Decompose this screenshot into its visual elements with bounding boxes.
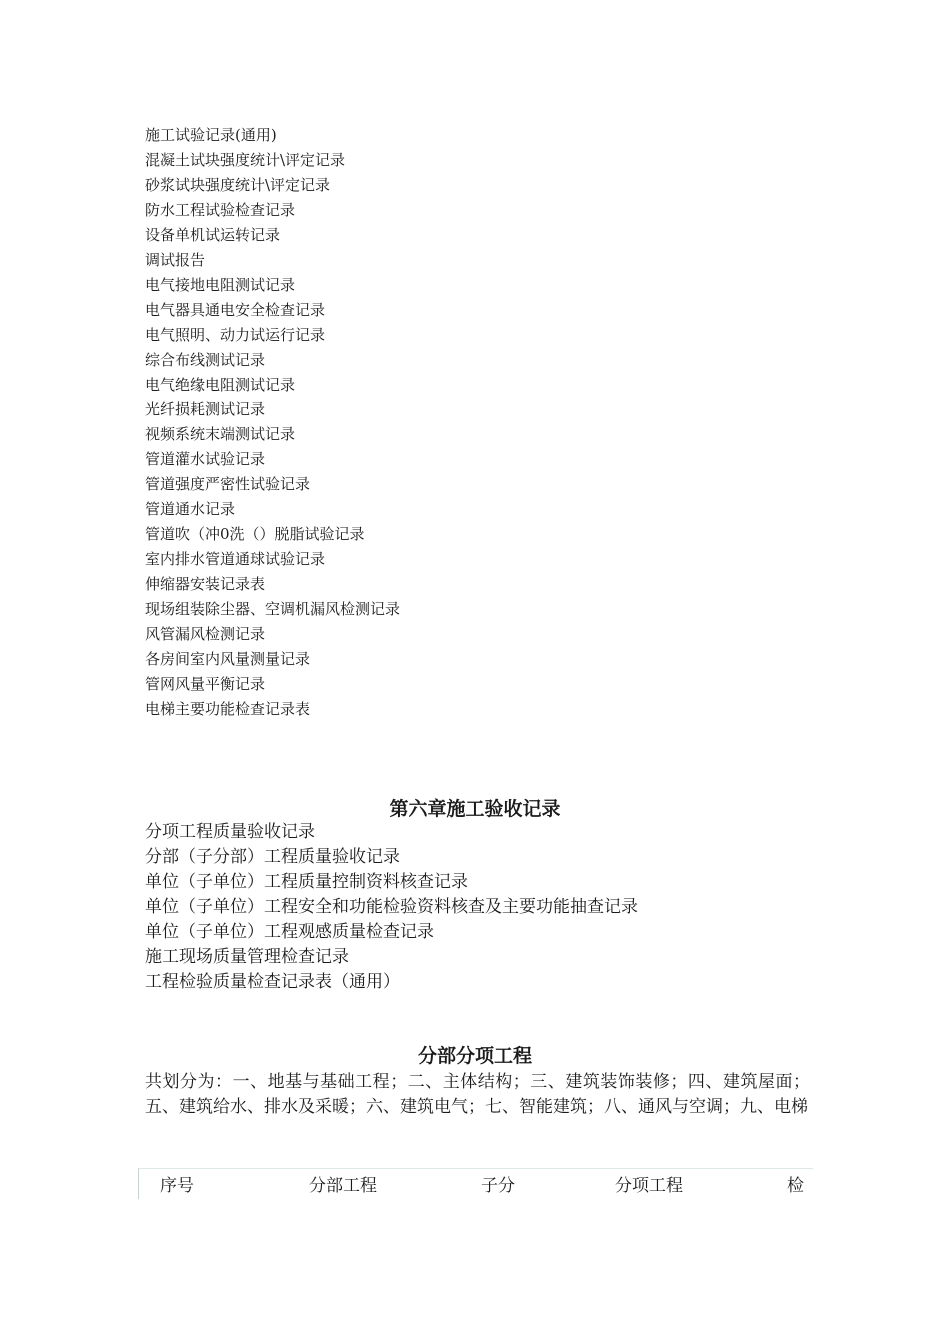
list-item: 各房间室内风量测量记录 xyxy=(145,650,311,669)
list-item: 工程检验质量检查记录表（通用） xyxy=(145,972,400,992)
list-item: 防水工程试验检查记录 xyxy=(145,200,296,219)
chapter-title: 第六章施工验收记录 xyxy=(389,798,561,820)
list-item: 砂浆试块强度统计\评定记录 xyxy=(145,175,331,194)
section-title: 分部分项工程 xyxy=(417,1045,532,1067)
list-item: 室内排水管道通球试验记录 xyxy=(145,550,326,569)
list-item: 管网风量平衡记录 xyxy=(145,674,266,693)
list-item: 施工试验记录(通用) xyxy=(145,126,277,144)
list-item: 管道通水记录 xyxy=(145,500,236,519)
list-item: 单位（子单位）工程安全和功能检验资料核查及主要功能抽查记录 xyxy=(145,897,638,917)
list-item: 施工现场质量管理检查记录 xyxy=(145,947,349,967)
list-item: 电气照明、动力试运行记录 xyxy=(145,325,326,344)
header-cell-subdivision: 子分 xyxy=(481,1176,515,1196)
list-item: 视频系统末端测试记录 xyxy=(145,425,296,444)
list-item: 单位（子单位）工程观感质量检查记录 xyxy=(145,922,434,942)
list-item: 现场组装除尘器、空调机漏风检测记录 xyxy=(145,600,401,619)
list-item: 电梯主要功能检查记录表 xyxy=(145,699,311,718)
list-item: 管道吹（冲0洗（）脱脂试验记录 xyxy=(145,525,365,544)
list-item: 设备单机试运转记录 xyxy=(145,225,281,244)
list-item: 光纤损耗测试记录 xyxy=(145,400,266,419)
list-item: 综合布线测试记录 xyxy=(145,350,266,369)
list-item: 单位（子单位）工程质量控制资料核查记录 xyxy=(145,872,468,892)
list-item: 分部（子分部）工程质量验收记录 xyxy=(145,847,400,867)
test-records-list xyxy=(145,123,400,722)
list-item: 混凝土试块强度统计\评定记录 xyxy=(145,150,346,169)
list-item: 电气接地电阻测试记录 xyxy=(145,275,296,294)
list-item: 调试报告 xyxy=(145,250,206,269)
division-paragraph: 共划分为：一、地基与基础工程；二、主体结构；三、建筑装饰装修；四、建筑屋面；五、建筑给水、排水及采暖；六、建筑电气；七、智能建筑；八、通风与空调；九、电梯 xyxy=(145,1072,810,1117)
list-item: 伸缩器安装记录表 xyxy=(145,575,266,594)
header-cell-inspection: 检 xyxy=(787,1176,804,1196)
header-cell-subitem: 分项工程 xyxy=(615,1176,683,1196)
list-item: 管道灌水试验记录 xyxy=(145,450,266,469)
list-item: 管道强度严密性试验记录 xyxy=(145,475,311,494)
list-item: 风管漏风检测记录 xyxy=(145,625,266,644)
list-item: 电气器具通电安全检查记录 xyxy=(145,300,326,319)
list-item: 分项工程质量验收记录 xyxy=(145,822,315,842)
acceptance-records-list xyxy=(145,820,638,995)
header-cell-index: 序号 xyxy=(160,1176,194,1196)
division-table-header xyxy=(138,1168,813,1199)
header-cell-division: 分部工程 xyxy=(309,1176,377,1196)
list-item: 电气绝缘电阻测试记录 xyxy=(145,375,296,394)
